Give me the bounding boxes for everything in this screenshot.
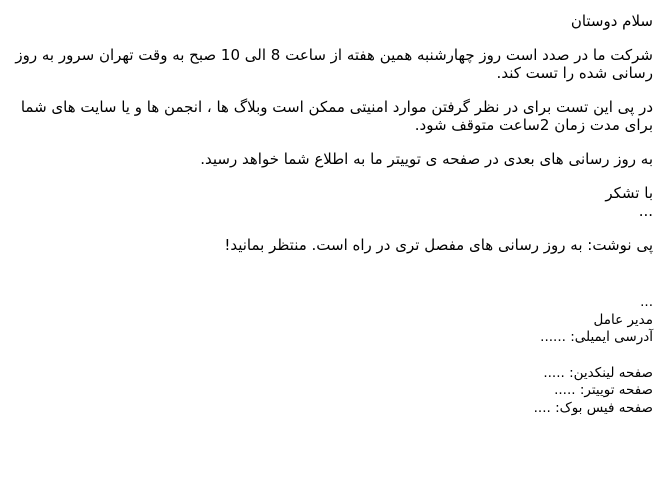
spacer <box>8 30 653 46</box>
spacer <box>8 347 653 365</box>
spacer <box>8 134 653 150</box>
paragraph-updates: به روز رسانی های بعدی در صفحه ی توییتر ما به اطلاع شما خواهد رسید. <box>200 150 653 168</box>
paragraph-schedule: شرکت ما در صدد است روز چهارشنبه همین هفته از ساعت 8 الی 10 صبح به وقت تهران سرور به روز رسانی شده را تست کند. <box>15 46 653 82</box>
spacer <box>8 220 653 236</box>
spacer <box>8 254 653 294</box>
paragraph-downtime: در پی این تست برای در نظر گرفتن موارد امنیتی ممکن است وبلاگ ها ، انجمن ها و یا سایت های شما برای مدت زمان 2ساعت متوقف شود. <box>20 98 653 134</box>
closing: با تشکر <box>605 184 653 202</box>
signature-linkedin: صفحه لینکدین: ..... <box>543 364 653 381</box>
closing-ellipsis: ... <box>638 202 653 220</box>
postscript: پی نوشت: به روز رسانی های مفصل تری در راه است. منتظر بمانید! <box>224 236 653 254</box>
signature-title: مدیر عامل <box>593 311 653 328</box>
greeting: سلام دوستان <box>570 12 653 30</box>
signature-email: آدرسی ایمیلی: ...... <box>540 329 653 345</box>
spacer <box>8 168 653 184</box>
signature-twitter: صفحه توییتر: ..... <box>554 382 653 398</box>
signature-block <box>8 294 653 417</box>
spacer <box>8 82 653 98</box>
letter-document <box>8 12 653 417</box>
signature-facebook: صفحه فیس بوک: .... <box>533 399 653 416</box>
signature-name-placeholder: ... <box>640 294 653 310</box>
